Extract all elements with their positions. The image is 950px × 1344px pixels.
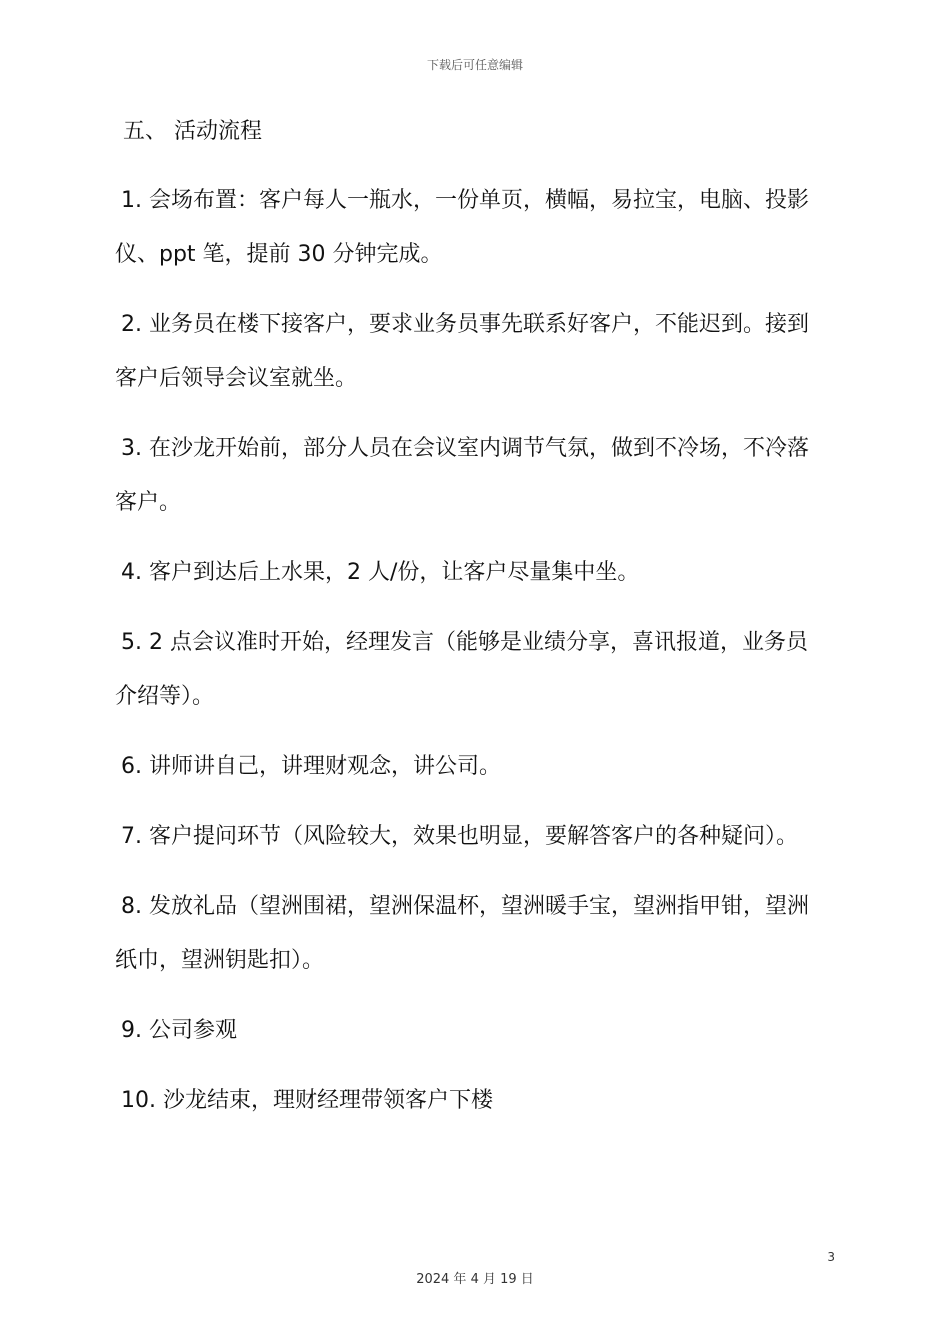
page-number: 3 xyxy=(827,1250,835,1264)
list-item-8: 8. 发放礼品（望洲围裙，望洲保温杯，望洲暖手宝，望洲指甲钳，望洲纸巾，望洲钥匙扣）。 xyxy=(115,894,809,973)
list-item-3: 3. 在沙龙开始前，部分人员在会议室内调节气氛，做到不冷场，不冷落客户。 xyxy=(115,436,809,515)
page-header: 下载后可任意编辑 xyxy=(426,58,523,72)
list-item-6: 6. 讲师讲自己，讲理财观念，讲公司。 xyxy=(121,754,501,779)
list-item-4: 4. 客户到达后上水果，2 人/份，让客户尽量集中坐。 xyxy=(121,560,640,585)
list-item-10: 10. 沙龙结束，理财经理带领客户下楼 xyxy=(121,1088,493,1113)
list-item-1: 1. 会场布置：客户每人一瓶水，一份单页，横幅，易拉宝，电脑、投影仪、ppt 笔，提前 30 分钟完成。 xyxy=(115,188,809,267)
document-body xyxy=(115,112,827,1144)
list-item-5: 5. 2 点会议准时开始，经理发言（能够是业绩分享，喜讯报道，业务员介绍等）。 xyxy=(115,630,808,709)
section-heading: 五、 活动流程 xyxy=(123,119,262,144)
list-item-7: 7. 客户提问环节（风险较大，效果也明显，要解答客户的各种疑问）。 xyxy=(121,824,798,849)
page-footer-date: 2024 年 4 月 19 日 xyxy=(416,1272,534,1287)
list-item-2: 2. 业务员在楼下接客户，要求业务员事先联系好客户，不能迟到。接到客户后领导会议室就坐。 xyxy=(115,312,809,391)
list-item-9: 9. 公司参观 xyxy=(121,1018,237,1043)
